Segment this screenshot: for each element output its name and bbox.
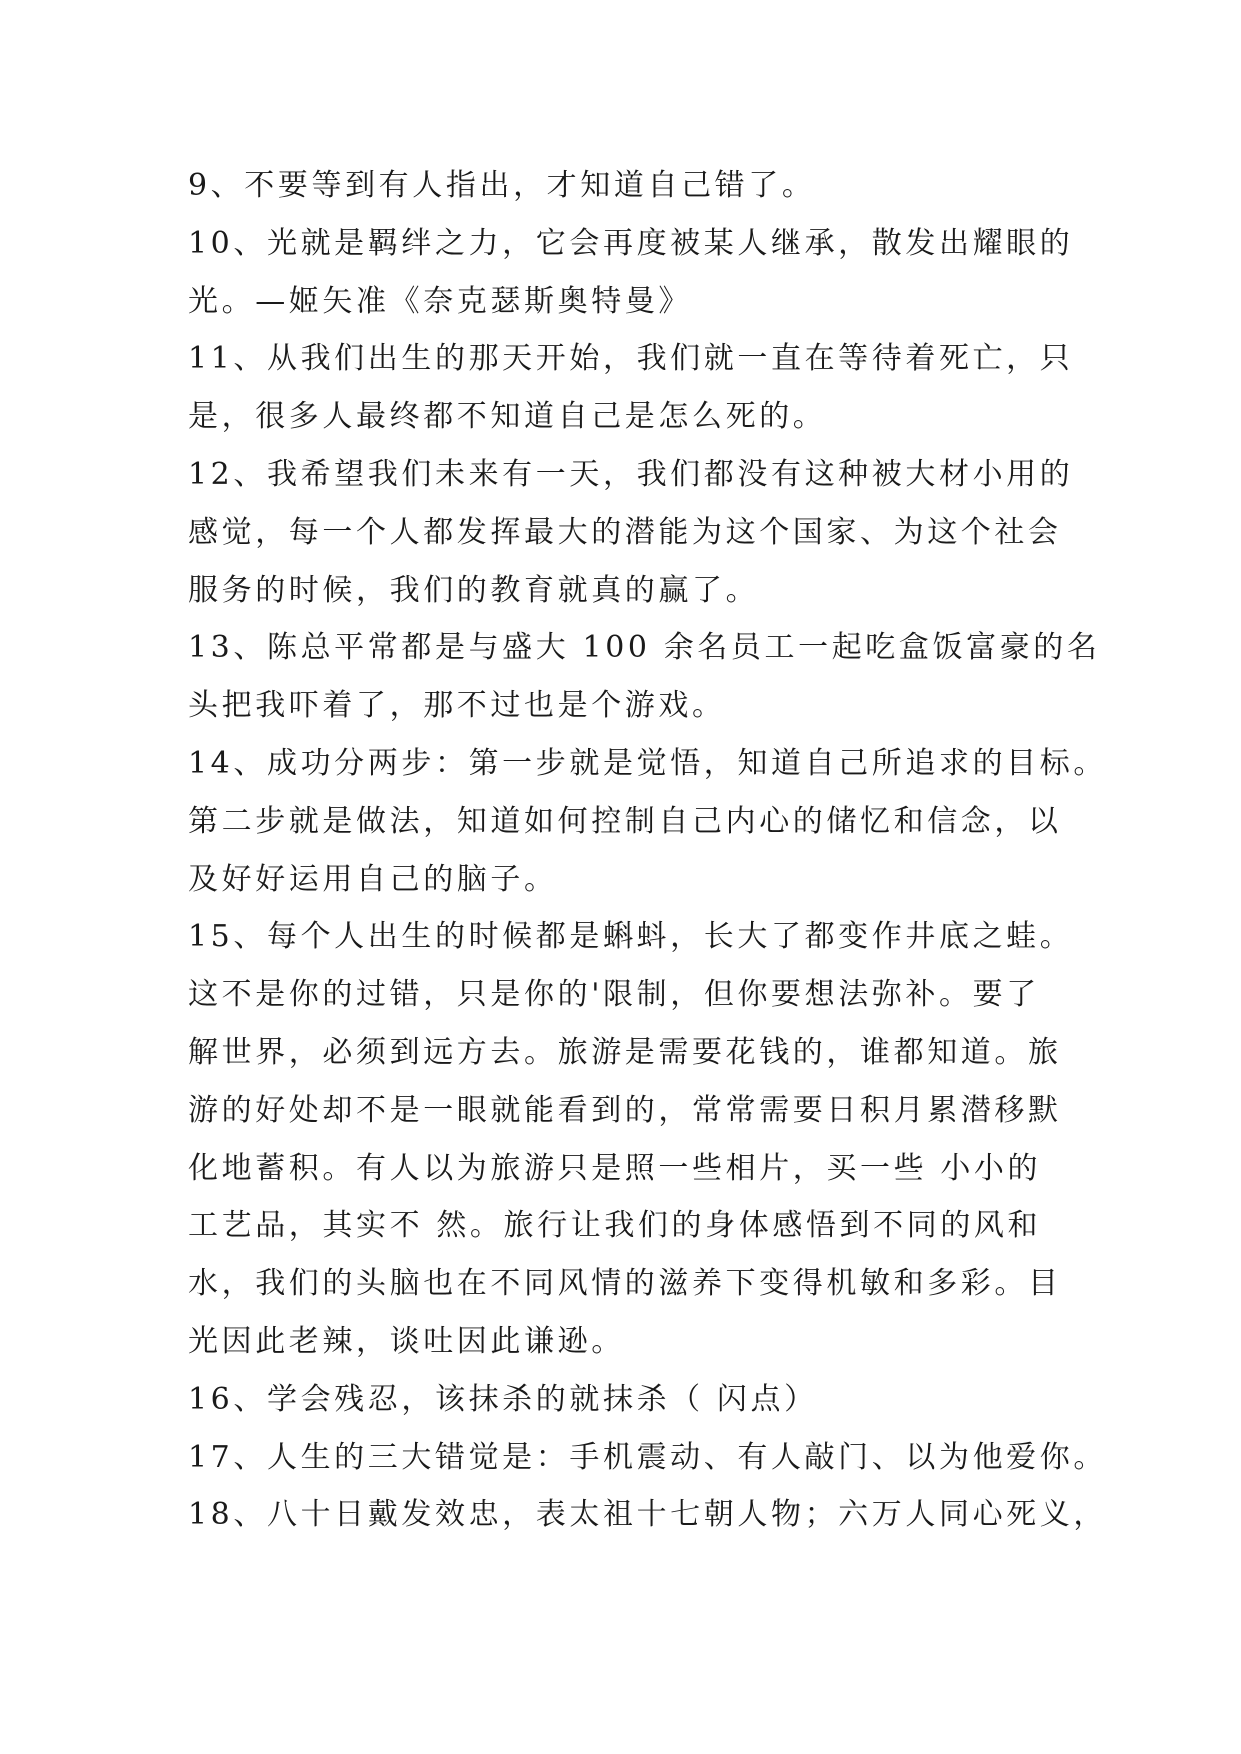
text-line: 工艺品，其实不 然。旅行让我们的身体感悟到不同的风和	[188, 1208, 1042, 1244]
text-line: 13、陈总平常都是与盛大 100 余名员工一起吃盒饭富豪的名	[188, 630, 1101, 666]
text-line: 16、学会残忍，该抹杀的就抹杀（ 闪点）	[188, 1381, 818, 1417]
text-line: 这不是你的过错，只是你的'限制，但你要想法弥补。要了	[188, 977, 1040, 1013]
text-line: 第二步就是做法，知道如何控制自己内心的储忆和信念，以	[188, 803, 1062, 839]
text-line: 游的好处却不是一眼就能看到的，常常需要日积月累潜移默	[188, 1092, 1062, 1128]
text-line: 服务的时候，我们的教育就真的赢了。	[188, 572, 760, 608]
text-line: 12、我希望我们未来有一天，我们都没有这种被大材小用的	[188, 456, 1074, 492]
text-line: 光因此老辣，谈吐因此谦逊。	[188, 1323, 625, 1359]
text-line: 感觉，每一个人都发挥最大的潜能为这个国家、为这个社会	[188, 514, 1062, 550]
body-text	[188, 157, 1107, 1544]
text-line: 9、不要等到有人指出，才知道自己错了。	[188, 168, 816, 203]
text-line: 解世界，必须到远方去。旅游是需要花钱的，谁都知道。旅	[188, 1034, 1062, 1070]
text-line: 头把我吓着了，那不过也是个游戏。	[188, 688, 726, 724]
text-line: 14、成功分两步：第一步就是觉悟，知道自己所追求的目标。	[188, 745, 1107, 781]
text-line: 10、光就是羁绊之力，它会再度被某人继承，散发出耀眼的	[188, 225, 1074, 261]
text-line: 是，很多人最终都不知道自己是怎么死的。	[188, 399, 827, 435]
text-line: 17、人生的三大错觉是：手机震动、有人敲门、以为他爱你。	[188, 1439, 1107, 1475]
text-line: 光。—姬矢准《奈克瑟斯奥特曼》	[188, 283, 692, 319]
text-line: 18、八十日戴发效忠，表太祖十七朝人物；六万人同心死义，	[188, 1497, 1107, 1533]
text-line: 及好好运用自己的脑子。	[188, 861, 558, 897]
text-line: 11、从我们出生的那天开始，我们就一直在等待着死亡，只	[188, 341, 1074, 377]
text-line: 15、每个人出生的时候都是蝌蚪，长大了都变作井底之蛙。	[188, 919, 1074, 955]
text-line: 水，我们的头脑也在不同风情的滋养下变得机敏和多彩。目	[188, 1266, 1062, 1302]
text-line: 化地蓄积。有人以为旅游只是照一些相片，买一些 小小的	[188, 1150, 1042, 1186]
